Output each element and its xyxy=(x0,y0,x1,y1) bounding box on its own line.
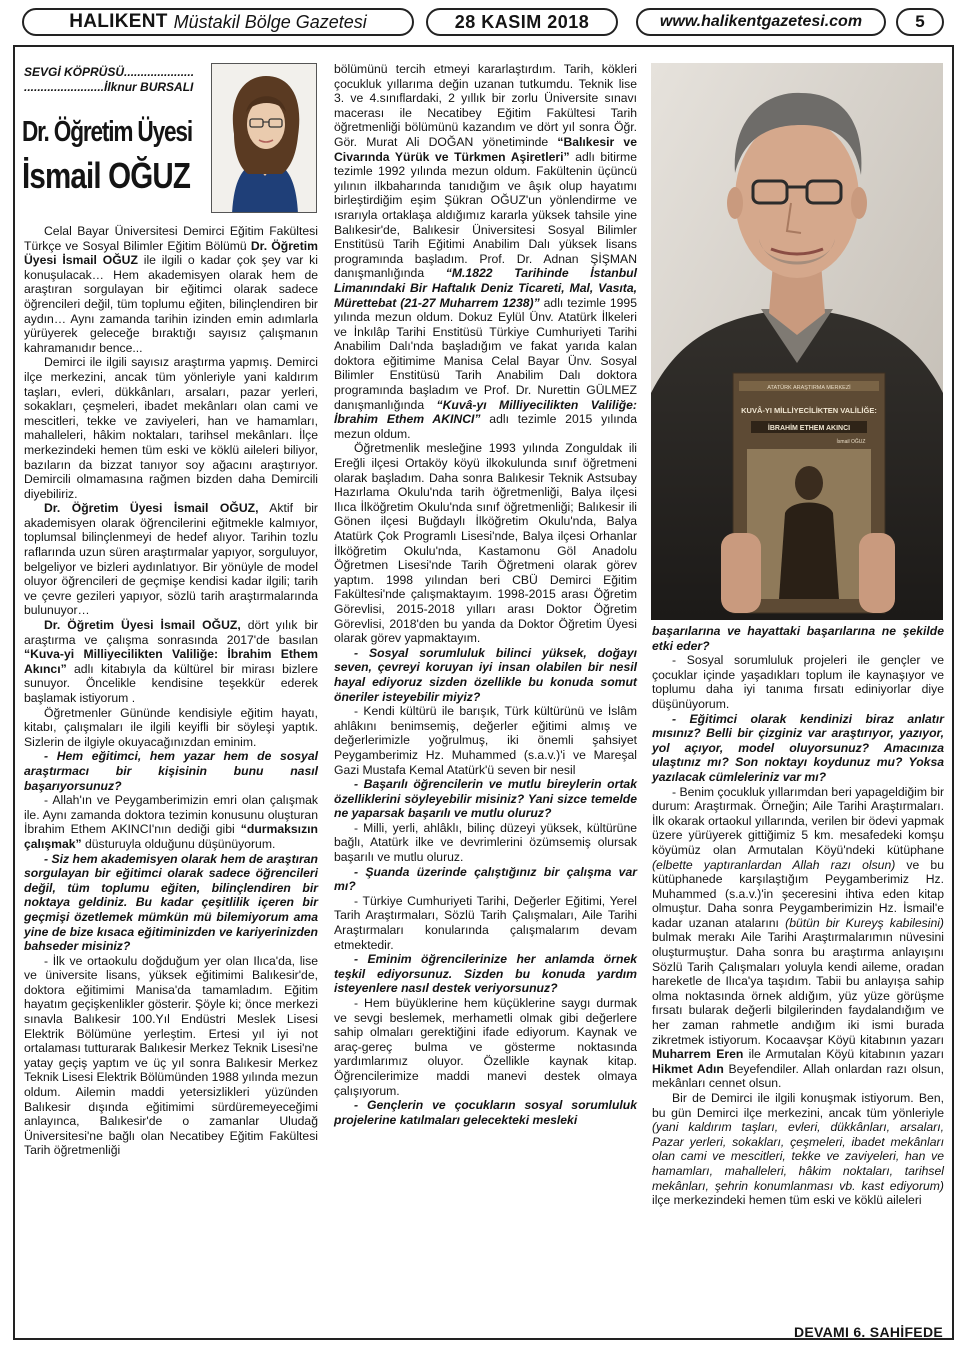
paragraph xyxy=(334,704,637,777)
byline xyxy=(24,65,206,95)
author-portrait-image xyxy=(212,64,317,213)
paragraph xyxy=(24,501,318,618)
paragraph xyxy=(24,954,318,1158)
issue-date: 28 KASIM 2018 xyxy=(426,8,618,36)
book-publisher: ATATÜRK ARAŞTIRMA MERKEZİ xyxy=(767,385,851,391)
body-text: düsturuyla olduğunu düşünüyorum. xyxy=(81,836,276,851)
continued-notice: DEVAMI 6. SAHİFEDE xyxy=(793,1324,943,1340)
body-text: Beyefendiler. Allah onlardan razı olsun, mekânları cennet olsun. xyxy=(652,1061,944,1091)
italic-text: (yani kaldırım taşları, evleri, dükkânları, arsaları, Pazar yerleri, sokakları, çeşmeleri, ibadet mekânları olan cami ve mescitleri, tekke ve zaviyeleri, han ve hamamları, mahalleleri, hâkim noktaları, tarihsel mekânları, şehrin konumlanması vb. kast ediyorum) xyxy=(652,1120,944,1193)
interview-question: - Sosyal sorumluluk bilinci yüksek, doğayı seven, çevreyi koruyan iyi insan olabilen bir nesil hayal ediyoruz sizden özellikle bu konuda somut öneriler isteyebilir miyiz? xyxy=(334,645,637,704)
book-author: İsmail OĞUZ xyxy=(836,439,866,445)
body-text: Bir de Demirci ile ilgili konuşmak istiyorum. Ben, bu gün Demirci ilçe merkezini, ancak tüm yönleriyle xyxy=(652,1091,944,1120)
interview-question: “Kuvâ-yı Milliyecilikten Valiliğe: İbrahim Ethem AKINCI” xyxy=(334,397,637,427)
paragraph xyxy=(652,1091,944,1208)
paragraph xyxy=(334,894,637,952)
article-column-2 xyxy=(334,62,637,1127)
paragraph xyxy=(24,852,318,954)
interview-question: - Hem eğitimci, hem yazar hem de sosyal araştırmacı bir kişisinin bunu nasıl başarıyorsunuz? xyxy=(24,749,318,793)
article-column-3 xyxy=(652,624,944,1208)
body-text: - Benim çocukluk yıllarımdan beri yapageldiğim bir durum: Araştırmak. Örneğin; Aile Tarihi Araştırmaları. İlk okarak ortaokul yıllarında, verilen bir ödevi yapmak üzere yürüyerek gittiğimiz 5 km. mesafedeki komşu köyümüz olan Armutalan Köyü'ndeki kütüphane xyxy=(652,784,944,857)
body-text: - Milli, yerli, ahlâklı, bilinç düzeyi yüksek, kültürüne bağlı, Atatürk ilke ve devrimlerini özümsemiş olursak başarılı ve mutlu oluruz. xyxy=(334,820,637,865)
body-text: adlı kitabıyla da kültürel bir mirası bizlere sunuyor. Öncelikle kendisine teşekkür ederek başlamak istiyorum . xyxy=(24,661,318,705)
paper-subtitle: Müstakil Bölge Gazetesi xyxy=(173,11,367,32)
paragraph xyxy=(334,1098,637,1127)
paragraph xyxy=(652,624,944,653)
book-subtitle: İBRAHİM ETHEM AKINCI xyxy=(767,425,851,432)
bold-text: “durmaksızın çalışmak” xyxy=(24,822,318,851)
italic-text: (elbette yaptıranlardan Allah razı olsun) xyxy=(652,857,896,872)
bold-text: Muharrem Eren xyxy=(652,1047,744,1062)
interview-photo xyxy=(651,63,943,620)
body-text: - Hem büyüklerine hem küçüklerine saygı durmak ve sevgi beslemek, merhametli olmak gibi değerlere sahip olmaları gerektiğini ifade ediyorum. Kaynak ve araç-gereç bulma ve gösterme noktasında yardımlarımız oluyor. Özellikle kaynak kitap. Öğrencilerimize maddi manevi destek olmaya çalışıyorum. xyxy=(334,996,637,1098)
body-text: dört yılık bir araştırma ve çalışma sonrasında 2017'de basılan xyxy=(24,618,319,647)
author-portrait xyxy=(211,63,317,213)
body-text: bölümünü tercih etmeyi kararlaştırdım. Tarih, kökleri çocukluk yıllarıma değin uzanan tutkumdu. Teknik lise 3. ve 4.sınıflardaki, 2 yıllık bir zorlu Üniversite sınavı macerası ile Necatibey Eğitim Fakültesi Tarih öğretmenliği bölümünü kazandım ve dört yıl sonra Öğr. Gör. Murat Ali DOĞAN yönetiminde xyxy=(334,62,637,149)
body-text: adlı tezimle 2015 yılında mezun oldum. xyxy=(334,412,637,441)
paragraph xyxy=(652,653,944,711)
body-text: Aktif bir akademisyen olarak öğrencilerini eğitmekle kalmıyor, toplumsal bilinçlenmeyi de hedef alıyor. Tarihin tozlu raflarında uzun süren araştırmalar yapıyor, sorguluyor, belgeliyor ve bizleri aydınlatıyor. Bir yönüyle de model oluyor öğrencileri de geçmişe kendisi kadar ilgili; tarih ve çevre gezileri yapıyor, sözlü tarih araştırmalarında bulunuyor… xyxy=(24,501,318,618)
man-holding-book-image xyxy=(651,63,943,620)
body-text: - Kendi kültürü ile barışık, Türk kültürünü ve İslâm ahlâkını benimsemiş, değerler eğitimi almış ve değerlerimizle yoğrulmuş, iki önemli şahsiyet Peygamberimiz Hz. Muhammed (s.a.v.)'i ve Mareşal Gazi Mustafa Kemal Atatürk'ü seven bir nesil xyxy=(334,704,637,777)
paragraph xyxy=(334,646,637,704)
paragraph xyxy=(652,785,944,1091)
interview-question: - Siz hem akademisyen olarak hem de araştıran sorgulayan bir eğitimci olarak sadece öğrencileri değil, tüm toplumu eğiten, bilinçlendiren bir noktaya geldiniz. Bu kadar çeşitlilik içeren bir geçmişi özetlemek mümkün mü bilemiyorum ama yine de bize kısaca eğitiminizden ve kariyerinizden bahseder misiniz? xyxy=(24,851,318,954)
body-text: Öğretmenler Gününde kendisiyle eğitim hayatı, kitabı, çalışmaları ile ilgili keyifli bir söyleşi yaptık. Sizlerin de ilgiyle okuyacağınızdan eminim. xyxy=(24,705,318,749)
paragraph xyxy=(334,996,637,1098)
masthead xyxy=(22,8,414,36)
body-text: bulmak merakı Aile Tarihi Araştırmalarımın nüvesini oluşturmuştur. Daha sonra bu araştırma anlayışını Sözlü Tarih Çalışmaları yoluyla kendi aileme, oradan hareketle de Ilıca'ya taşıdım. Tabii bu anlayışa sahip olma noktasında örnek aldığım, yüz yüze görüşme fırsatı bularak değerli bilgilerinden faydalandığım ve her zaman rahmetle andığım iki ismi burada zikretmek istiyorum. Kocaavşar Köyü kitabının yazarı xyxy=(652,930,944,1047)
paragraph xyxy=(334,821,637,865)
body-text: - Türkiye Cumhuriyeti Tarihi, Değerler Eğitimi, Yerel Tarih Araştırmaları, Sözlü Tarih Çalışmaları, Aile Tarihi Araştırmaları konularında çalışmalarım devam etmektedir. xyxy=(334,893,637,952)
interview-question: başarılarına ve hayattaki başarılarına ne şekilde etki eder? xyxy=(652,624,944,653)
body-text: - Sosyal sorumluluk projeleri ile gençler ve çocuklar içinde yaşadıkları toplum ile kaynaşıyor ve toplumu daha iyi tanıma fırsatı ediniyorlar diye düşünüyorum. xyxy=(652,653,944,711)
website-link[interactable]: www.halikentgazetesi.com xyxy=(636,8,886,36)
bold-text: “Kuva-yi Milliyecilikten Valiliğe: İbrahim Ethem Akıncı” xyxy=(24,647,318,676)
article-title xyxy=(22,112,208,200)
body-text: - İlk ve ortaokulu doğduğum yer olan Ilıca'da, lise ve üniversite lisans, yüksek eğitimimi Balıkesir'de, doktora eğitimimi Manisa'da tamamladım. Eğitim hayatım geçişkenlikler gösterir. Şöyle ki; önce merkezi sınavla Balıkesir 100.Yıl Endüstri Meslek Lisesi Elektrik Bölümüne yerleştim. Ertesi yıl iyi not ortalaması tutturarak Balıkesir Merkez Teknik Lisesi'ne yatay geçiş yaptım ve üç yıl sonra Balıkesir Merkez Teknik Lisesi Elektrik Bölümünden 1988 yılında mezun oldum. Ailemin maddi yetersizlikleri yüzünden Balıkesir dışında eğitimimi sürdüremeyeceğimi anlayınca, Balıkesir'de o zamanlar Uludağ Üniversitesi'ne bağlı olan Necatibey Eğitim Fakültesi Tarih öğretmenliği xyxy=(24,953,319,1158)
interview-question: - Eğitimci olarak kendinizi biraz anlatır mısınız? Belli bir çizginiz var araştırıyor, yazıyor, yol açıyor, model oluyorsunuz? Amacınıza ulaştınız mı? Son noktayı koydunuz mu? Yoksa yazılacak cümleleriniz var mı? xyxy=(652,711,944,784)
paragraph xyxy=(24,355,318,501)
title-line-1: Dr. Öğretim Üyesi xyxy=(22,116,192,148)
paragraph xyxy=(24,749,318,793)
book-title: KUVÂ-YI MİLLİYECİLİKTEN VALİLİĞE: xyxy=(741,406,877,415)
paragraph xyxy=(334,777,637,821)
paragraph xyxy=(334,62,637,441)
body-text: Öğretmenlik mesleğine 1993 yılında Zonguldak ili Ereğli ilçesi Ortaköy köyü ilkokulunda sınıf öğretmeni olarak başladım. Daha sonra Balıkesir Teknik Astsubay Hazırlama Okulu'nda tarih öğretmenliği, Balya ilçesi Ilıca İlköğretim Okulu'nda sınıf öğretmenliği; Balıkesir ili Gönen ilçesi Buğdaylı İlköğretim Okulu'nda, Balya Atatürk Çok Programlı Lisesi'nde, Balya ilçesi Orhanlar İlköğretim Okulu'nda, Kastamonu Göl Anadolu Öğretmen Lisesi'nde Tarih Öğretmeni olarak görev yaptım. 1998 yılından beri CBÜ Demirci Eğitim Fakültesi'nde çalışmaktayım. 1998-2015 arası Öğretim Görevlisi, 2015-2018 yılları arası Doktor Öğretim Görevlisi, 2018'den bu yanda da Doktor Öğretim Üyesi olarak görev yapmaktayım. xyxy=(334,441,637,646)
paragraph xyxy=(334,952,637,996)
bold-text: Dr. Öğretim Üyesi İsmail OĞUZ, xyxy=(44,501,259,516)
body-text: adlı tezimle 1995 yılında mezun oldum. Dokuz Eylül Ünv. Atatürk İlkeleri ve İnkılâp Tarihi Enstitüsü Türkiye Cumhuriyeti Tarihi Anabilim Dalı'nda başladığım ve fakat yarıda kalan doktora eğitimime Manisa Celal Bayar Ünv. Sosyal Bilimler Enstitüsü Tarih Anabilim Dalı doktora programında başladım ve Prof. Dr. Nurettin GÜLMEZ danışmanlığında xyxy=(334,295,637,412)
paragraph xyxy=(652,712,944,785)
interview-question: - Gençlerin ve çocukların sosyal sorumluluk projelerine katılmaları gelecekteki mesleki xyxy=(334,1098,637,1127)
interview-question: - Eminim öğrencilerinize her anlamda örnek teşkil ediyorsunuz. Sizden bu konuda yardım isteyenlere nasıl destek veriyorsunuz? xyxy=(334,952,637,996)
body-text: Demirci ile ilgili sayısız araştırma yapmış. Demirci ilçe merkezini, ancak tüm yönleriyle yani kaldırım taşları, evleri, dükkânları, arsaları, pazar yerleri, sokakları, çeşmeleri, ibadet mekânları olan cami ve mescitleri, tekke ve zaviyeleri, han ve hamamları, mahalleleri, hâkim noktaları, tarihsel mekânları. İlçe merkezindeki hemen tüm eski ve köklü aileleri biliyor, bazıların da bizzat tanıyor soy ağacını araştırıyor. Demircili olmamasına rağmen bizden daha Demircili diyebiliriz. xyxy=(24,355,318,501)
title-line-2: İsmail OĞUZ xyxy=(22,155,191,196)
interview-question: - Şuanda üzerinde çalıştığınız bir çalışma var mı? xyxy=(334,864,637,894)
bold-text: Hikmet Adın xyxy=(652,1061,724,1076)
body-text: ve bu kütüphanede karşılaştığım Peygamberimiz Hz. Muhammed (s.a.v.)'in şeceresini ihtiva eden kitap olmuştur. Daha sonra Peygamberimizin Hz. İsmail'e kadar uzanan atalarını xyxy=(652,857,944,930)
body-text: adlı bitirme tezimle 1992 yılında mezun oldum. Fakültenin üçüncü yılının ilkbaharında tanıdığım ve âşık olup hayatımı birleştirdiğim eşim Şükran OĞUZ'un yönlendirme ve ısrarıyla ortaklaşa aldığımız kararla yüksek tahsile yine Balıkesir'de, Balıkesir Üniversitesi Sosyal Bilimler Enstitüsü Tarih Eğitimi Anabilim Dalı yüksek lisans programında başladım. Prof. Dr. Adnan ŞİŞMAN danışmanlığında xyxy=(334,149,637,281)
bold-text: Dr. Öğretim Üyesi İsmail OĞUZ, xyxy=(44,618,241,633)
interview-question: - Başarılı öğrencilerin ve mutlu bireylerin ortak özelliklerini söyleyebilir misiniz? Yani sizce temelde ne yaparsak başarılı ve mutlu oluruz? xyxy=(334,777,637,821)
body-text: ilçe merkezindeki hemen tüm eski ve köklü aileleri xyxy=(652,1193,922,1208)
interview-question: “M.1822 Tarihinde İstanbul Limanındaki Bir Haftalık Deniz Ticareti, Mal, Vasıta, Mürettebat (21-27 Muharrem 1238)” xyxy=(334,266,637,310)
paragraph xyxy=(334,441,637,645)
paper-name: HALIKENT xyxy=(69,11,168,32)
body-text: - Allah'ın ve Peygamberimizin emri olan çalışmak ile. Aynı zamanda doktora tezimin konusunu oluşturan İbrahim Ethem AKINCI'nın dediği gibi xyxy=(24,793,318,837)
body-text: ile Armutalan Köyü kitabının yazarı xyxy=(743,1047,944,1062)
paragraph xyxy=(24,706,318,750)
article-column-1 xyxy=(24,224,318,1158)
bold-text: “Balıkesir ve Civarında Yürük ve Türkmen Aşiretleri” xyxy=(334,134,637,164)
bold-text: Dr. Öğretim Üyesi İsmail OĞUZ xyxy=(24,238,318,268)
italic-text: (bütün bir Kureyş kabilesini) xyxy=(785,915,944,930)
paragraph xyxy=(334,865,637,894)
column-name: SEVGİ KÖPRÜSÜ..................... xyxy=(24,65,195,79)
body-text: ile ilgili o kadar çok şey var ki konuşulacak… Hem akademisyen olarak hem de araştıran sorgulayan bir eğitimci olarak sadece öğrencileri değil, tüm toplumu eğiten, bilinçlendiren bir aydın… Aynı zamanda tarihin izinden emin adımlarla yürüyerek geleceğe bıraktığı sayısız çalışmanın kahramanıdır bence... xyxy=(24,253,318,355)
paragraph xyxy=(24,793,318,851)
paragraph xyxy=(24,618,318,706)
author-name: ........................İlknur BURSALI xyxy=(24,80,194,94)
page-number: 5 xyxy=(896,8,944,36)
paragraph xyxy=(24,224,318,355)
body-text: Celal Bayar Üniversitesi Demirci Eğitim Fakültesi Türkçe ve Sosyal Bilimler Eğitim Bölümü xyxy=(24,224,318,253)
